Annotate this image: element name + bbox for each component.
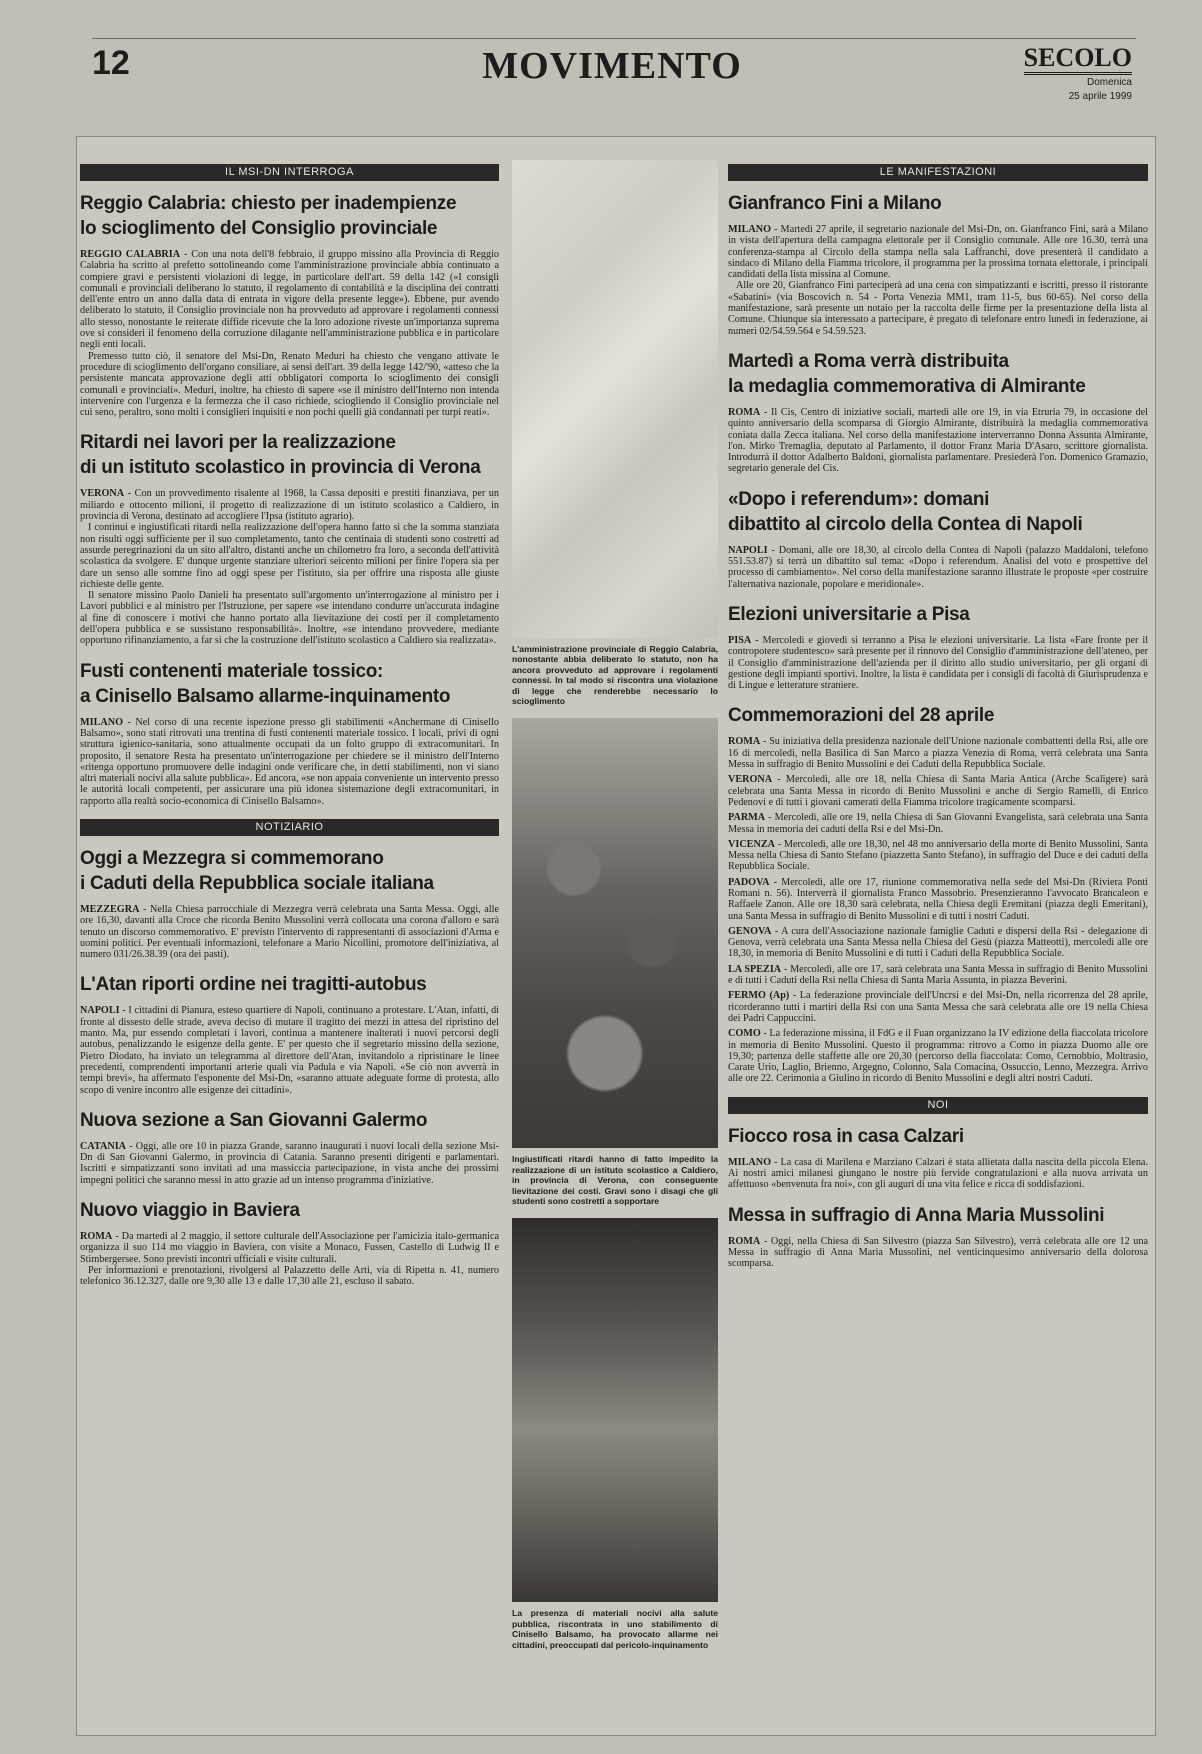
article-pisa-elections <box>728 602 1148 691</box>
body-text: - A cura dell'Associazione nazionale famiglie Caduti e dispersi della Rsi - delegazione di Genova, verrà celebrata una Santa Messa nella Chiesa del Gesù (piazza Matteotti), mercoledì alle ore 18,30, in memoria di Benito Mussolini e di tutti i Caduti della Repubblica Sociale. <box>728 925 1148 960</box>
dateline: MILANO <box>728 1156 772 1168</box>
dateline: NAPOLI <box>80 1005 120 1017</box>
paragraph <box>728 926 1148 960</box>
body-text: - Il Cis, Centro di iniziative sociali, martedì alle ore 19, in via Etruria 79, in occasione del quinto anniversario della scomparsa di Giorgio Almirante, distribuirà la medaglia commemorativa coniata dalla Zecca italiana. Nel corso della manifestazione interverranno Donna Assunta Almirante, l'on. Mirko Tremaglia, deputato al Parlamento, il dottor Franz Maria D'Asaro, scrittore giornalista. Introdurrà il dottor Adalberto Baldoni, giornalista parlamentare. Presiederà l'on. Domenico Gramazio, segretario generale del Cis. <box>728 406 1148 475</box>
body-text: - Con un provvedimento risalente al 1968, la Cassa depositi e prestiti finanziava, per un miliardo e ottocento milioni, il progetto di realizzazione di un istituto scolastico a Caldiero, in provincia di Verona, destinato ad accogliere l'Ipsa (istituto agrario). <box>80 488 499 523</box>
body-text: - Mercoledì, alle ore 18,30, nel 48 mo anniversario della morte di Benito Mussolini, Santa Messa nella Chiesa di Santo Stefano (piazzetta Santo Stefano), in suffragio del Duce e dei caduti della Repubblica Sociale. <box>728 838 1148 873</box>
paragraph <box>728 1157 1148 1191</box>
brand-logo: SECOLO <box>1024 44 1132 75</box>
section-title: MOVIMENTO <box>482 45 742 87</box>
dateline: MEZZEGRA <box>80 903 140 915</box>
headline: Nuovo viaggio in Baviera <box>80 1200 300 1222</box>
article-contea-napoli <box>728 487 1148 590</box>
paragraph <box>728 877 1148 922</box>
article-reggio-calabria <box>80 191 499 418</box>
article-baviera <box>80 1198 499 1287</box>
article-fini-milano <box>728 191 1148 337</box>
body-text: - Mercoledì, alle ore 19, nella Chiesa di San Giovanni Evangelista, sarà celebrata una Santa Messa in memoria dei caduti della Rsi e del Msi-Dn. <box>728 812 1148 835</box>
dateline: PISA <box>728 634 752 646</box>
paragraph <box>728 736 1148 770</box>
paragraph: I continui e ingiustificati ritardi nella realizzazione dell'opera hanno fatto sì che la somma stanziata non risulti oggi sufficiente per il suo completamento, tanto che centinaia di studenti sono costretti ad assurde peregrinazioni da un sito all'altro, distanti anche un chilometro fra loro, a seconda dell'attività scolastica da svolgere. E' dunque urgente stanziare ulteriori seicento milioni per finire l'opera sia per dare un senso alle somme fino ad oggi spese per l'istituto, sia per offrire una risposta alle giuste richieste delle gente. <box>80 522 499 590</box>
dateline: NAPOLI <box>728 544 768 556</box>
paragraph <box>728 545 1148 590</box>
headline-line: i Caduti della Repubblica sociale italiana <box>80 872 434 894</box>
paragraph <box>80 904 499 960</box>
dateline: VERONA <box>728 774 773 786</box>
body-text: - Su iniziativa della presidenza nazionale dell'Unione nazionale combattenti della Rsi, alle ore 16 di mercoledì, nella Basilica di San Marco a piazza Venezia di Roma, verrà celebrata una Santa Messa in suffragio di Benito Mussolini e dei Caduti della Repubblica Sociale. <box>728 736 1148 771</box>
headline-line: Fusti contenenti materiale tossico: <box>80 660 384 682</box>
headline-line: Oggi a Mezzegra si commemorano <box>80 847 384 869</box>
photo-reggio-calabria <box>512 160 718 638</box>
body-text: - Martedì 27 aprile, il segretario nazionale del Msi-Dn, on. Gianfranco Fini, sarà a Milano in vista dell'apertura della campagna elettorale per il Consiglio comunale. Alle ore 16.30, terrà una conferenza-stampa al Circolo della stampa nella sala Laffranchi, dove presenterà il candidato a sindaco di Milano della Fiamma tricolore, il programma per la prossima tornata elettorale, i principali candidati della lista missina al Comune. <box>728 224 1148 281</box>
paragraph <box>728 839 1148 873</box>
paragraph <box>80 249 499 351</box>
dateline: LA SPEZIA <box>728 963 782 975</box>
brand-block <box>1024 44 1132 103</box>
photo-caption: La presenza di materiali nocivi alla salute pubblica, riscontrata in uno stabilimento di Cinisello Balsamo, ha provocato allarme nei cittadini, preoccupati dal pericolo-inquinamento <box>512 1608 718 1650</box>
headline-line: lo scioglimento del Consiglio provinciale <box>80 218 438 239</box>
headline-line: la medaglia commemorativa di Almirante <box>728 375 1086 397</box>
headline-line: dibattito al circolo della Contea di Napoli <box>728 513 1083 535</box>
body-text: - Con una nota dell'8 febbraio, il gruppo missino alla Provincia di Reggio Calabria ha scritto al prefetto sottolineando come l'amministrazione provinciale abbia continuato a compiere gravi e persistenti violazioni di legge, in particolare dell'art. 59 della 142 («I consigli comunali e provinciali deliberano lo statuto, il regolamento di contabilità e la disciplina dei contratti dell'ente entro un anno dalla data di entrata in vigore della presente legge»). Ebbene, pur avendo deliberato lo statuto, il Consiglio provinciale non ha provveduto ad approvare i regolamenti connessi allo stesso, nonostante le reiterate diffide ricevute che la loro adozione riveste un'importanza suprema ove si consideri il fenomeno della corruzione dilagante nell'amministrazione pubblica e in particolare negli enti locali. <box>80 249 499 351</box>
body-text: - Nella Chiesa parrocchiale di Mezzegra verrà celebrata una Santa Messa. Oggi, alle ore 16,30, davanti alla Croce che ricorda Benito Mussolini verrà collocata una corona d'alloro e sarà tenuto un discorso commemorativo. E' previsto l'intervento di rappresentanti di associazioni d'Arma e uomini politici. Per eventuali informazioni, telefonare a Mario Nicollini, promotore dell'iniziativa, al numero 031/26.38.39 (ora dei pasti). <box>80 903 499 961</box>
photo-industrial-site <box>512 1218 718 1602</box>
body-text: - La federazione provinciale dell'Uncrsi e del Msi-Dn, nella ricorrenza del 28 aprile, ricorderanno tutti i martiri della Rsi con una Santa Messa che sarà celebrata alle ore 19 nella Chiesa dei Padri Cappuccini. <box>728 990 1148 1024</box>
article-galermo <box>80 1108 499 1186</box>
dateline: CATANIA <box>80 1140 127 1152</box>
paragraph: Premesso tutto ciò, il senatore del Msi-Dn, Renato Meduri ha chiesto che vengano attivate le procedure di scioglimento dell'organo consiliare, ai sensi dell'art. 39 della legge 142/'90, «atteso che la persistente mancata approvazione degli atti obbligatori comporta lo scioglimento dei consigli comunali e provinciali». Meduri, inoltre, ha chiesto di sapere «se il ministro dell'Interno non intenda intervenire con l'urgenza e la fermezza che il caso richiede, sciogliendo il Consiglio provinciale nel cui seno, peraltro, sono molti i consiglieri inquisiti e non pochi quelli già condannati per turpi reati». <box>80 350 499 419</box>
headline-line: di un istituto scolastico in provincia di Verona <box>80 457 481 479</box>
headline: Nuova sezione a San Giovanni Galermo <box>80 1109 428 1131</box>
masthead-rule <box>92 38 1136 39</box>
paragraph <box>728 1236 1148 1270</box>
headline: Fiocco rosa in casa Calzari <box>728 1125 964 1147</box>
middle-column <box>512 160 718 1730</box>
article-cinisello <box>80 659 499 807</box>
right-column <box>728 160 1148 1730</box>
headline <box>80 659 499 709</box>
headline-line: Ritardi nei lavori per la realizzazione <box>80 432 396 454</box>
paragraph <box>80 717 499 807</box>
dateline: GENOVA <box>728 925 772 937</box>
paragraph <box>80 1005 499 1095</box>
article-calzari <box>728 1124 1148 1191</box>
headline-line: a Cinisello Balsamo allarme-inquinamento <box>80 685 451 707</box>
body-text: - Mercoledì, alle ore 17, sarà celebrata una Santa Messa in suffragio di Benito Mussolini e di tutti i Caduti della Rsi nella Chiesa di Santa Maria Assunta, in piazza Beverini. <box>728 963 1148 987</box>
photo-caption: Ingiustificati ritardi hanno di fatto impedito la realizzazione di un istituto scolastico a Caldiero, in provincia di Verona, con conseguente lievitazione dei costi. Gravi sono i disagi che gli studenti sono costretti a sopportare <box>512 1154 718 1207</box>
paragraph <box>728 1028 1148 1084</box>
dateline: VERONA <box>80 488 125 500</box>
body-text: - Oggi, nella Chiesa di San Silvestro (piazza San Silvestro), verrà celebrata alle ore 12 una Messa in suffragio di Anna Maria Mussolini, nel venticinquesimo anniversario della dolorosa scomparsa. <box>728 1235 1148 1270</box>
paragraph: Il senatore missino Paolo Danieli ha presentato sull'argomento un'interrogazione al ministro per i Lavori pubblici e al ministro per l'Istruzione, per sapere «se intendano condurre un'accurata indagine al fine di conoscere i motivi che hanno portato alla lievitazione dei costi per il completamento dell'opera pubblica e se sussistano responsabilità». Inoltre, «se intendano provvedere, mediante opportuno rifinanziamento, a far sì che la costruzione dell'istituto scolastico a Caldiero sia realizzata». <box>80 590 499 647</box>
headline: Elezioni universitarie a Pisa <box>728 603 970 625</box>
dateline: ROMA <box>728 406 761 418</box>
paragraph <box>728 407 1148 475</box>
headline: L'Atan riporti ordine nei tragitti-autobus <box>80 974 427 996</box>
paragraph <box>728 964 1148 987</box>
body-text: - Mercoledì, alle ore 17, riunione commemorativa nella sede del Msi-Dn (Riviera Ponti Romani n. 56). Interverrà il giornalista Franco Massobrio. Presenzieranno l'avvocato Brancaleon e Raffaele Zanon. Alle ore 18,30 sarà celebrata, nella Chiesa degli Eremitani (piazza degli Emeritani), una Santa Messa in suffragio di Benito Mussolini e di tutti i nostri Caduti. <box>728 876 1148 922</box>
headline-line: Martedì a Roma verrà distribuita <box>728 350 1009 372</box>
headline: Gianfranco Fini a Milano <box>728 193 942 214</box>
paragraph <box>728 774 1148 808</box>
date-line-2: 25 aprile 1999 <box>1068 91 1132 102</box>
paragraph <box>728 990 1148 1024</box>
headline <box>728 349 1148 399</box>
body-text: - La federazione missina, il FdG e il Fuan organizzano la IV edizione della fiaccolata tricolore in memoria di Benito Mussolini. Questo il programma: ritrovo a Como in piazza Duomo alle ore 19,30; partenza delle staffette alle ore 20,30 (percorso della fiaccolata: Como, Cernobbio, Moltrasio, Carate Urio, Laglio, Brienno, Argegno, Colonno, Sala Comacina, Ossuccio, Lenno, Mezzegra. Arrivo alle ore 22. Cerimonia a Giulino in ricordo di Benito Mussolini e degli altri nostri Caduti. <box>728 1028 1148 1085</box>
headline-line: Reggio Calabria: chiesto per inadempienze <box>80 193 457 214</box>
dateline: REGGIO CALABRIA <box>80 249 181 260</box>
article-verona-school <box>80 430 499 646</box>
article-almirante-medal <box>728 349 1148 475</box>
date-line-1: Domenica <box>1086 77 1132 88</box>
headline: Commemorazioni del 28 aprile <box>728 705 995 727</box>
article-anna-maria-mussolini <box>728 1203 1148 1270</box>
body-text: - Mercoledì e giovedì si terranno a Pisa le elezioni universitarie. La lista «Fare fronte per il contropotere studentesco» sarà presente per il rinnovo del Consiglio d'amministrazione dell'ateneo, per il Consiglio d'amministrazione dell'azienda per il diritto allo studio universitario, per gli organi di gestione degli impianti sportivi. Inoltre, la lista è candidata per i consigli di facoltà di Giurisprudenza e di Lingue e letterature straniere. <box>728 634 1148 692</box>
article-mezzegra <box>80 846 499 960</box>
dateline: ROMA <box>728 1235 761 1247</box>
body-text: - La casa di Marilena e Marziano Calzari è stata allietata dalla nascita della piccola Elena. Ai nostri amici milanesi giungano le nostre più fervide congratulazioni e alla nuova arrivata un affettuoso «benvenuta fra noi», con gli auguri di una vita felice e ricca di soddisfazioni. <box>728 1156 1148 1191</box>
body-text: - Mercoledì, alle ore 18, nella Chiesa di Santa Maria Antica (Arche Scaligere) sarà celebrata una Santa Messa in ricordo di Benito Mussolini e anche di Sergio Ramelli, di Enrico Pedenovi e di tutti i giovani camerati della Fiamma tricolore tragicamente scomparsi. <box>728 774 1148 808</box>
kicker-notiziario: NOTIZIARIO <box>80 819 499 836</box>
left-column <box>80 160 499 1730</box>
headline <box>80 191 499 241</box>
dateline: ROMA <box>728 736 761 748</box>
headline: Messa in suffragio di Anna Maria Mussolini <box>728 1204 1105 1226</box>
body-text: - Da martedì al 2 maggio, il settore culturale dell'Associazione per l'amicizia italo-germanica organizza il suo 114 mo viaggio in Baviera, con visite a Monaco, Fussen, Castello di Ludwig II e Stimbergersee. Sono previsti incontri ufficiali e visite culturali. <box>80 1231 499 1265</box>
dateline: MILANO <box>728 224 772 235</box>
dateline: PARMA <box>728 812 766 824</box>
photo-caption: L'amministrazione provinciale di Reggio Calabria, nonostante abbia deliberato lo statuto, non ha ancora provveduto ad approvare i regolamenti connessi. In tal modo si riscontra una violazione di legge che renderebbe necessario lo scioglimento <box>512 644 718 707</box>
paragraph <box>80 1141 499 1186</box>
page-number: 12 <box>92 44 130 82</box>
headline <box>728 487 1148 537</box>
dateline: ROMA <box>80 1231 113 1243</box>
kicker-manifestazioni: LE MANIFESTAZIONI <box>728 164 1148 181</box>
headline <box>80 846 499 896</box>
body-text: - Oggi, alle ore 10 in piazza Grande, saranno inaugurati i nuovi locali della sezione Msi-Dn di San Giovanni Galermo, in provincia di Catania. Saranno presenti dirigenti e parlamentari. Iscritti e simpatizzanti sono invitati ad una massiccia partecipazione, in vista anche dei prossimi impegni politici che saranno messi in atto grazie ad un intenso programma d'iniziative. <box>80 1140 499 1186</box>
paragraph <box>728 635 1148 691</box>
dateline: COMO <box>728 1028 761 1040</box>
paragraph: Per informazioni e prenotazioni, rivolgersi al Palazzetto delle Arti, via di Ripetta n. 41, numero telefonico 36.12.327, dalle ore 9,30 alle 13 e dalle 17,30 alle 21, escluso il sabato. <box>80 1264 499 1288</box>
masthead <box>92 40 1132 108</box>
paragraph <box>80 1231 499 1265</box>
paragraph <box>728 224 1148 280</box>
article-atan <box>80 972 499 1095</box>
article-commemorazioni <box>728 703 1148 1084</box>
headline <box>80 430 499 480</box>
paragraph <box>80 488 499 522</box>
dateline: FERMO (Ap) <box>728 990 790 1002</box>
photo-students-crowd <box>512 718 718 1148</box>
dateline: MILANO <box>80 716 124 728</box>
body-text: - Nel corso di una recente ispezione presso gli stabilimenti «Anchermane di Cinisello Balsamo», sono stati ritrovati una trentina di fusti contenenti materiale tossico. I locali, privi di ogni struttura igienico-sanitaria, sono attualmente occupati da un folto gruppo di extracomunitari. In proposito, il senatore Resta ha presentato un'interrogazione per chiedere se il ministro dell'Interno «ritenga opportuno promuovere delle indagini onde verificare che, in detti stabilimenti, non vi siano altri materiali nocivi alla salute pubblica». Ed ancora, «se non appaia conveniente un intervento presso le autorità locali competenti, per assicurare una più idonea sistemazione degli extracomunitari, in rapporto alla realtà socio-economica di Cinisello Balsamo». <box>80 716 499 807</box>
headline-line: «Dopo i referendum»: domani <box>728 488 990 510</box>
paragraph: Alle ore 20, Gianfranco Fini parteciperà ad una cena con simpatizzanti e iscritti, presso il ristorante «Sabatini» (via Boscovich n. 54 - Porta Venezia MM1, tram 11-5, bus 60-65). Nel corso della manifestazione, sarà presente un notaio per la raccolta delle firme per la presentazione della lista al Comune. Chiunque sia interessato a partecipare, è pregato di telefonare entro lunedì in federazione, ai numeri 02/54.59.564 e 54.59.523. <box>728 280 1148 337</box>
body-text: - Domani, alle ore 18,30, al circolo della Contea di Napoli (palazzo Maddaloni, telefono 551.53.87) si terrà un dibattito sul tema: «Dopo i referendum. Analisi del voto e prospettive del processo di cambiamento». Nel corso della manifestazione saranno illustrate le proposte «per costruire l'alternativa nazionale, popolare e meridionale». <box>728 544 1148 590</box>
kicker-noi: NOI <box>728 1097 1148 1114</box>
kicker-msi-interroga: IL MSI-DN INTERROGA <box>80 164 499 181</box>
dateline: PADOVA <box>728 876 770 888</box>
paragraph <box>728 812 1148 835</box>
dateline: VICENZA <box>728 838 775 850</box>
body-text: - I cittadini di Pianura, esteso quartiere di Napoli, continuano a protestare. L'Atan, infatti, di fronte al dissesto delle strade, aveva deciso di mutare il tragitto dei mezzi in attesa del ripristino del manto. Ma, pur essendo completati i lavori, continua a mantenere inalterati i nuovi percorsi degli autobus, penalizzando le esigenze della gente. E' per questo che il segretario missino della sezione, Pietro Diodato, ha inviato un telegramma al direttore dell'Atan, invitandolo a ripristinare le linee precedenti, comprendenti importanti arterie quali via Padula e via Napoli. «Se ciò non avverrà in tempi brevi», ha affermato l'esponente del Msi-Dn, «saranno attuate adeguate forme di protesta, allo scopo di venire incontro alle esigenze dei cittadini». <box>80 1005 499 1096</box>
